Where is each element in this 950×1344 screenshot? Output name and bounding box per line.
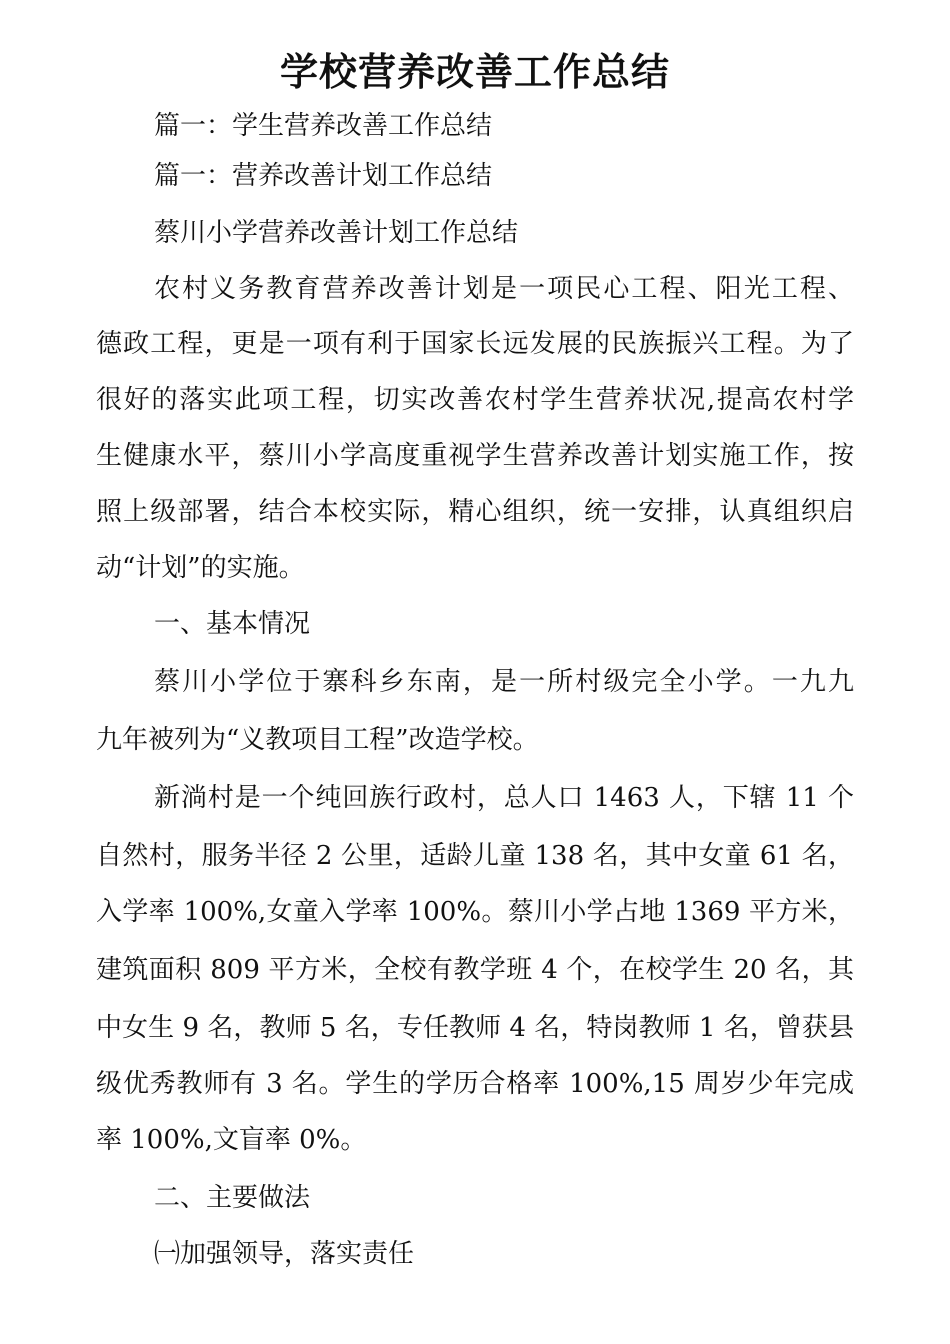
- paragraph-line: 九年被列为“义教项目工程”改造学校。: [96, 725, 539, 755]
- subtitle-line: 篇一：营养改善计划工作总结: [154, 161, 493, 191]
- paragraph-line: 建筑面积 809 平方米，全校有教学班 4 个，在校学生 20 名，其: [96, 955, 854, 985]
- paragraph-line: 生健康水平，蔡川小学高度重视学生营养改善计划实施工作，按: [96, 441, 854, 471]
- paragraph-line: 很好的落实此项工程，切实改善农村学生营养状况,提高农村学: [96, 385, 854, 415]
- paragraph-line: 中女生 9 名，教师 5 名，专任教师 4 名，特岗教师 1 名，曾获县: [96, 1013, 854, 1043]
- subtitle-line: 篇一：学生营养改善工作总结: [154, 111, 493, 141]
- document-title: 学校营养改善工作总结: [279, 50, 670, 94]
- paragraph-line: 农村义务教育营养改善计划是一项民心工程、阳光工程、: [154, 274, 854, 304]
- paragraph-line: 德政工程，更是一项有利于国家长远发展的民族振兴工程。为了: [96, 329, 854, 359]
- paragraph-line: 新淌村是一个纯回族行政村，总人口 1463 人，下辖 11 个: [154, 783, 854, 813]
- section-heading: 一、基本情况: [154, 609, 311, 639]
- paragraph-line: 自然村，服务半径 2 公里，适龄儿童 138 名，其中女童 61 名，: [96, 841, 854, 871]
- paragraph-line: 入学率 100%,女童入学率 100%。蔡川小学占地 1369 平方米，: [96, 897, 854, 927]
- paragraph-line: 率 100%,文盲率 0%。: [96, 1125, 367, 1155]
- paragraph-line: 动“计划”的实施。: [96, 553, 305, 583]
- paragraph-line: 级优秀教师有 3 名。学生的学历合格率 100%,15 周岁少年完成: [96, 1069, 854, 1099]
- section-heading: 蔡川小学营养改善计划工作总结: [154, 218, 519, 248]
- subsection-heading: ㈠加强领导，落实责任: [154, 1239, 415, 1269]
- paragraph-line: 照上级部署，结合本校实际，精心组织，统一安排，认真组织启: [96, 497, 854, 527]
- paragraph-line: 蔡川小学位于寨科乡东南，是一所村级完全小学。一九九: [154, 667, 854, 697]
- section-heading: 二、主要做法: [154, 1183, 311, 1213]
